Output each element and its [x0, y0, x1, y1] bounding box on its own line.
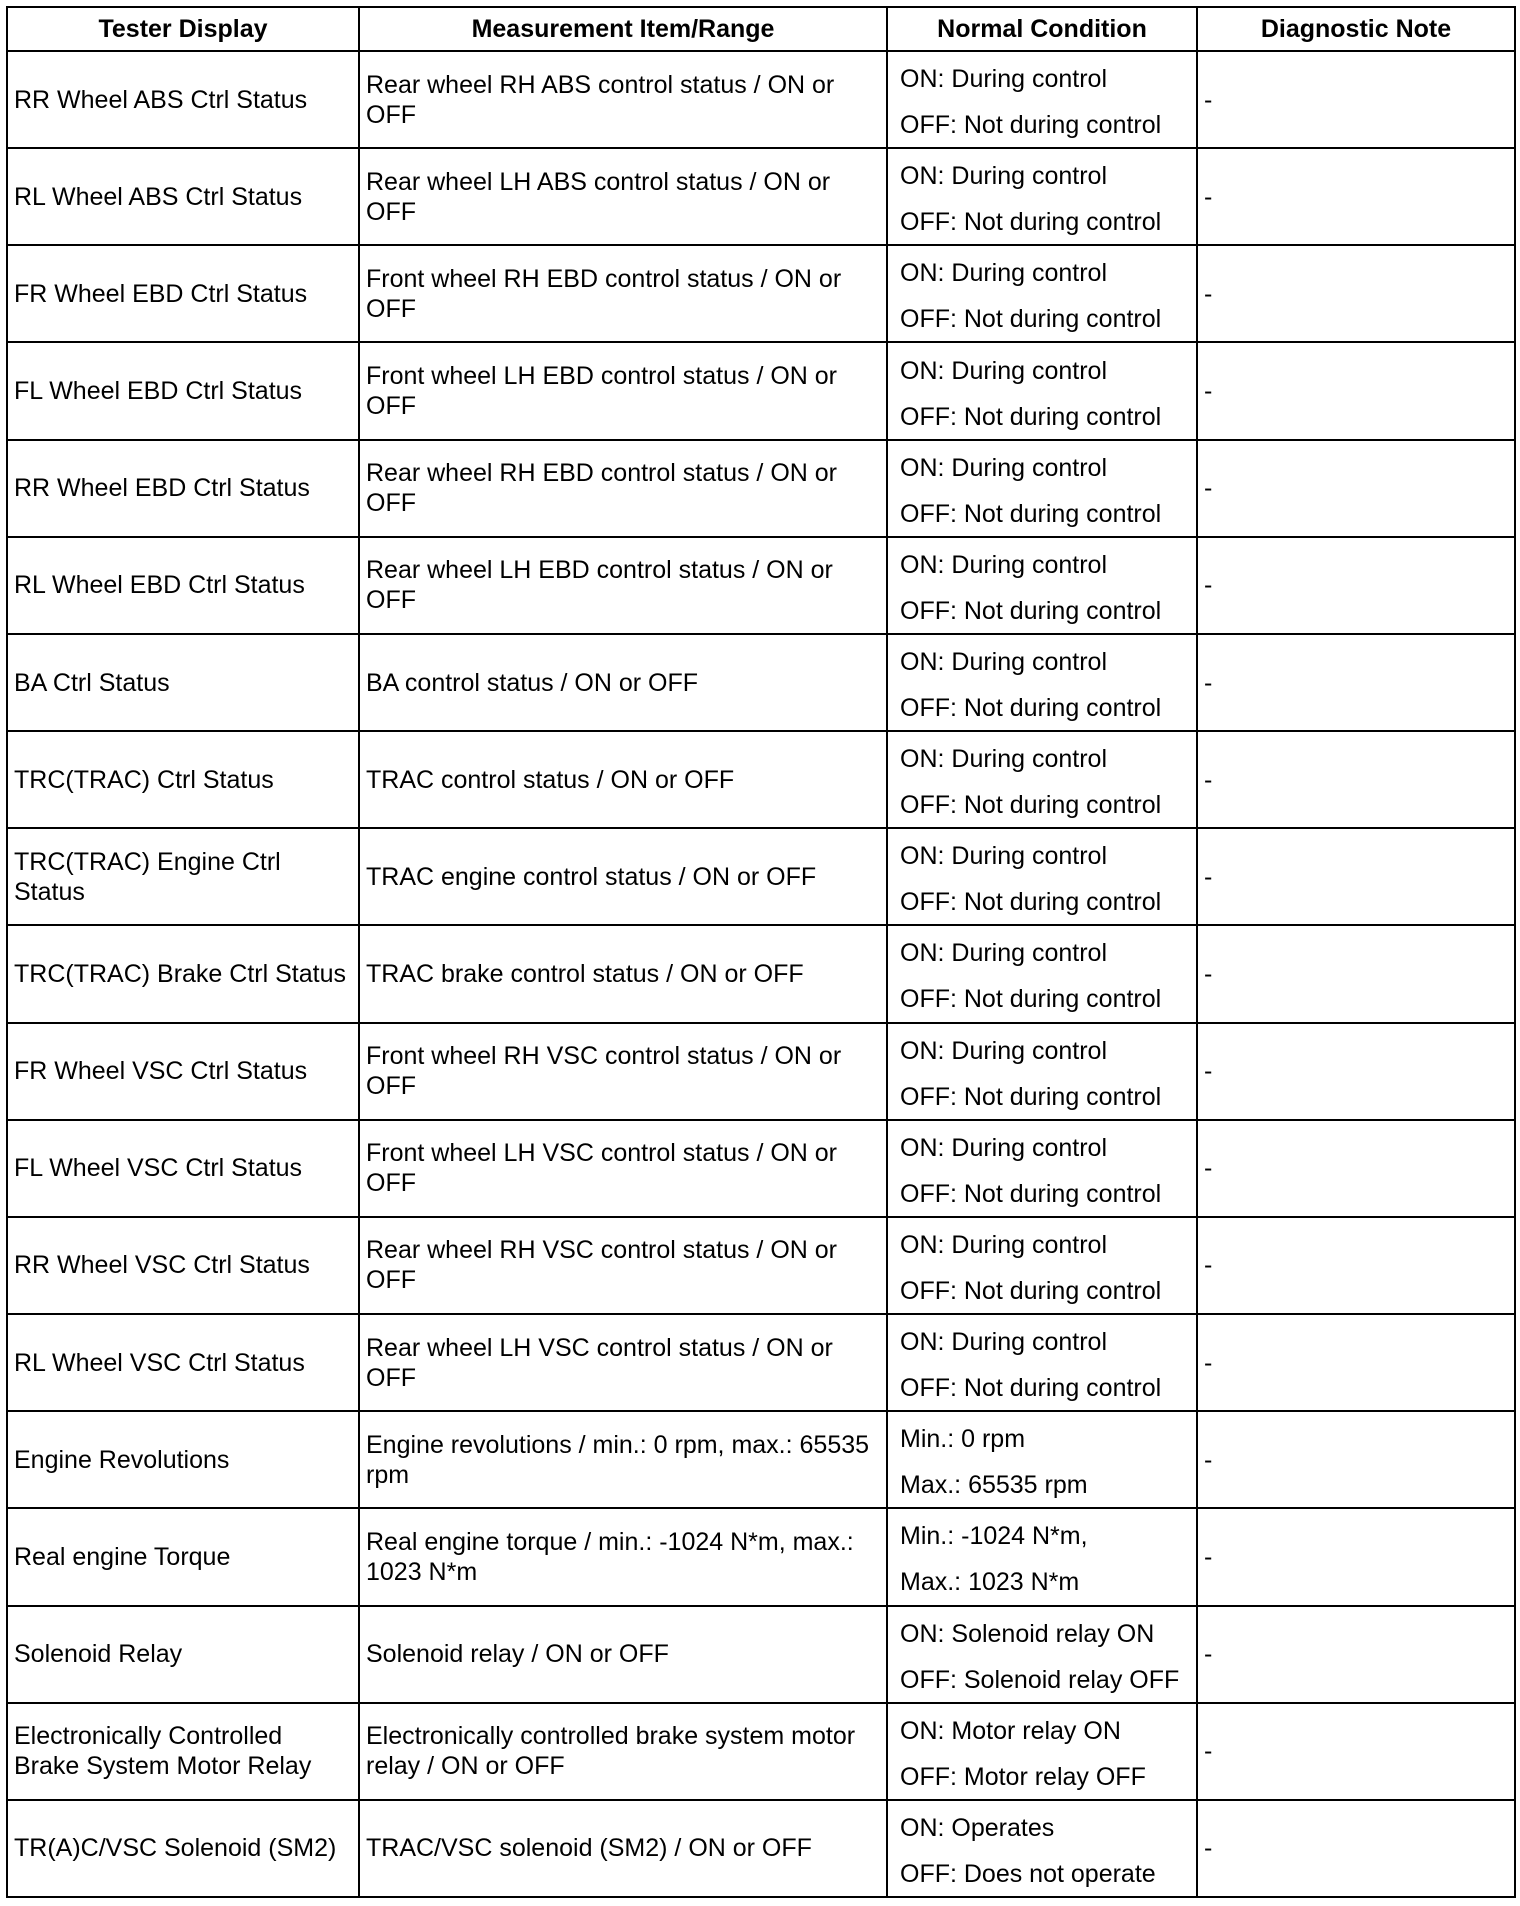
tester-display-cell: FR Wheel EBD Ctrl Status: [7, 245, 359, 342]
tester-display-cell: RL Wheel EBD Ctrl Status: [7, 537, 359, 634]
tester-display-cell: Engine Revolutions: [7, 1411, 359, 1508]
normal-condition-cell: [887, 1703, 1197, 1800]
table-row: [7, 1703, 1515, 1800]
normal-condition-on: ON: During control: [900, 842, 1108, 871]
normal-condition-cell: [887, 1217, 1197, 1314]
table-row: [7, 925, 1515, 1022]
normal-condition-cell: [887, 1800, 1197, 1897]
normal-condition-on: ON: During control: [900, 356, 1108, 385]
tester-display-cell: RR Wheel EBD Ctrl Status: [7, 440, 359, 537]
table-row: [7, 1800, 1515, 1897]
diagnostic-note-cell: -: [1197, 1606, 1515, 1703]
table-row: [7, 1314, 1515, 1411]
normal-condition-cell: [887, 537, 1197, 634]
normal-condition-on: ON: During control: [900, 259, 1108, 288]
tester-display-cell: TRC(TRAC) Engine Ctrl Status: [7, 828, 359, 925]
normal-condition-off: OFF: Not during control: [900, 305, 1162, 334]
normal-condition-off: OFF: Not during control: [900, 1276, 1162, 1305]
diagnostic-note-cell: -: [1197, 440, 1515, 537]
normal-condition-on: ON: During control: [900, 745, 1108, 774]
normal-condition-on: ON: During control: [900, 1133, 1108, 1162]
normal-condition-cell: [887, 148, 1197, 245]
normal-condition-cell: [887, 1411, 1197, 1508]
diagnostic-note-cell: -: [1197, 1411, 1515, 1508]
diagnostic-note-cell: -: [1197, 537, 1515, 634]
normal-condition-off: OFF: Not during control: [900, 208, 1162, 237]
diagnostic-note-cell: -: [1197, 634, 1515, 731]
measurement-item-cell: Rear wheel LH EBD control status / ON or OFF: [359, 537, 887, 634]
normal-condition-off: OFF: Not during control: [900, 1179, 1162, 1208]
measurement-item-cell: Engine revolutions / min.: 0 rpm, max.: 65535 rpm: [359, 1411, 887, 1508]
measurement-item-cell: TRAC control status / ON or OFF: [359, 731, 887, 828]
normal-condition-off: OFF: Not during control: [900, 402, 1162, 431]
header-row: [7, 7, 1515, 51]
table-row: [7, 1411, 1515, 1508]
normal-condition-cell: [887, 925, 1197, 1022]
table-row: [7, 1217, 1515, 1314]
normal-condition-on: ON: During control: [900, 648, 1108, 677]
normal-condition-on: ON: During control: [900, 65, 1108, 94]
measurement-item-cell: TRAC engine control status / ON or OFF: [359, 828, 887, 925]
table-row: [7, 731, 1515, 828]
measurement-item-cell: Front wheel RH VSC control status / ON or OFF: [359, 1023, 887, 1120]
normal-condition-on: ON: During control: [900, 939, 1108, 968]
diagnostic-note-cell: -: [1197, 828, 1515, 925]
measurement-item-cell: Solenoid relay / ON or OFF: [359, 1606, 887, 1703]
tester-display-cell: TRC(TRAC) Ctrl Status: [7, 731, 359, 828]
diagnostic-note-cell: -: [1197, 1703, 1515, 1800]
normal-condition-cell: [887, 51, 1197, 148]
measurement-item-cell: Front wheel RH EBD control status / ON or OFF: [359, 245, 887, 342]
tester-display-cell: FR Wheel VSC Ctrl Status: [7, 1023, 359, 1120]
normal-condition-off: Max.: 1023 N*m: [900, 1568, 1080, 1597]
diagnostic-note-cell: -: [1197, 1120, 1515, 1217]
measurement-item-cell: Rear wheel RH EBD control status / ON or OFF: [359, 440, 887, 537]
normal-condition-off: OFF: Does not operate: [900, 1859, 1156, 1888]
normal-condition-off: OFF: Not during control: [900, 985, 1162, 1014]
table-row: [7, 245, 1515, 342]
tester-display-cell: BA Ctrl Status: [7, 634, 359, 731]
measurement-item-cell: Front wheel LH VSC control status / ON or OFF: [359, 1120, 887, 1217]
normal-condition-cell: [887, 440, 1197, 537]
tester-display-cell: Real engine Torque: [7, 1508, 359, 1605]
normal-condition-off: OFF: Not during control: [900, 888, 1162, 917]
normal-condition-cell: [887, 342, 1197, 439]
table-row: [7, 634, 1515, 731]
diagnostic-note-cell: -: [1197, 731, 1515, 828]
normal-condition-on: ON: During control: [900, 162, 1108, 191]
normal-condition-off: OFF: Not during control: [900, 694, 1162, 723]
normal-condition-cell: [887, 1508, 1197, 1605]
diagnostic-note-cell: -: [1197, 148, 1515, 245]
tester-display-cell: RR Wheel VSC Ctrl Status: [7, 1217, 359, 1314]
normal-condition-cell: [887, 1314, 1197, 1411]
diagnostic-note-cell: -: [1197, 342, 1515, 439]
header-tester-display: Tester Display: [7, 7, 359, 51]
header-diagnostic-note: Diagnostic Note: [1197, 7, 1515, 51]
normal-condition-cell: [887, 731, 1197, 828]
normal-condition-off: OFF: Not during control: [900, 596, 1162, 625]
tester-display-cell: RL Wheel VSC Ctrl Status: [7, 1314, 359, 1411]
normal-condition-cell: [887, 1023, 1197, 1120]
normal-condition-cell: [887, 828, 1197, 925]
normal-condition-on: ON: Solenoid relay ON: [900, 1619, 1155, 1648]
measurement-item-cell: Electronically controlled brake system motor relay / ON or OFF: [359, 1703, 887, 1800]
normal-condition-on: Min.: 0 rpm: [900, 1425, 1026, 1454]
normal-condition-off: OFF: Not during control: [900, 791, 1162, 820]
diagnostic-note-cell: -: [1197, 1508, 1515, 1605]
diagnostic-note-cell: -: [1197, 245, 1515, 342]
tester-display-cell: Solenoid Relay: [7, 1606, 359, 1703]
normal-condition-cell: [887, 634, 1197, 731]
normal-condition-off: OFF: Not during control: [900, 111, 1162, 140]
normal-condition-off: OFF: Not during control: [900, 499, 1162, 528]
measurement-item-cell: TRAC/VSC solenoid (SM2) / ON or OFF: [359, 1800, 887, 1897]
normal-condition-cell: [887, 1606, 1197, 1703]
normal-condition-off: OFF: Not during control: [900, 1374, 1162, 1403]
tester-display-cell: Electronically Controlled Brake System Motor Relay: [7, 1703, 359, 1800]
measurement-item-cell: Front wheel LH EBD control status / ON or OFF: [359, 342, 887, 439]
normal-condition-off: Max.: 65535 rpm: [900, 1471, 1088, 1500]
table-row: [7, 537, 1515, 634]
normal-condition-off: OFF: Motor relay OFF: [900, 1762, 1146, 1791]
diagnostic-note-cell: -: [1197, 1800, 1515, 1897]
tester-display-cell: RR Wheel ABS Ctrl Status: [7, 51, 359, 148]
normal-condition-off: OFF: Solenoid relay OFF: [900, 1665, 1180, 1694]
measurement-item-cell: Rear wheel LH VSC control status / ON or OFF: [359, 1314, 887, 1411]
tester-display-cell: FL Wheel EBD Ctrl Status: [7, 342, 359, 439]
normal-condition-on: ON: Motor relay ON: [900, 1716, 1121, 1745]
tester-display-cell: FL Wheel VSC Ctrl Status: [7, 1120, 359, 1217]
table-body: [7, 51, 1515, 1897]
normal-condition-on: ON: During control: [900, 1036, 1108, 1065]
diagnostic-note-cell: -: [1197, 51, 1515, 148]
measurement-item-cell: Rear wheel RH ABS control status / ON or OFF: [359, 51, 887, 148]
normal-condition-cell: [887, 1120, 1197, 1217]
normal-condition-off: OFF: Not during control: [900, 1082, 1162, 1111]
normal-condition-on: Min.: -1024 N*m,: [900, 1522, 1088, 1551]
table-row: [7, 342, 1515, 439]
header-measurement-item: Measurement Item/Range: [359, 7, 887, 51]
tester-display-cell: TR(A)C/VSC Solenoid (SM2): [7, 1800, 359, 1897]
diagnostic-note-cell: -: [1197, 925, 1515, 1022]
table-row: [7, 1508, 1515, 1605]
table-row: [7, 1120, 1515, 1217]
measurement-item-cell: Real engine torque / min.: -1024 N*m, max.: 1023 N*m: [359, 1508, 887, 1605]
data-list-table: [6, 6, 1516, 1898]
normal-condition-on: ON: During control: [900, 550, 1108, 579]
table-row: [7, 51, 1515, 148]
normal-condition-cell: [887, 245, 1197, 342]
tester-display-cell: RL Wheel ABS Ctrl Status: [7, 148, 359, 245]
table-row: [7, 828, 1515, 925]
tester-display-cell: TRC(TRAC) Brake Ctrl Status: [7, 925, 359, 1022]
table-row: [7, 148, 1515, 245]
normal-condition-on: ON: During control: [900, 1328, 1108, 1357]
measurement-item-cell: Rear wheel RH VSC control status / ON or OFF: [359, 1217, 887, 1314]
diagnostic-note-cell: -: [1197, 1023, 1515, 1120]
header-normal-condition: Normal Condition: [887, 7, 1197, 51]
measurement-item-cell: TRAC brake control status / ON or OFF: [359, 925, 887, 1022]
diagnostic-note-cell: -: [1197, 1217, 1515, 1314]
table-row: [7, 1606, 1515, 1703]
normal-condition-on: ON: Operates: [900, 1813, 1055, 1842]
normal-condition-on: ON: During control: [900, 1230, 1108, 1259]
diagnostic-note-cell: -: [1197, 1314, 1515, 1411]
measurement-item-cell: BA control status / ON or OFF: [359, 634, 887, 731]
measurement-item-cell: Rear wheel LH ABS control status / ON or OFF: [359, 148, 887, 245]
normal-condition-on: ON: During control: [900, 453, 1108, 482]
table-row: [7, 1023, 1515, 1120]
table-row: [7, 440, 1515, 537]
